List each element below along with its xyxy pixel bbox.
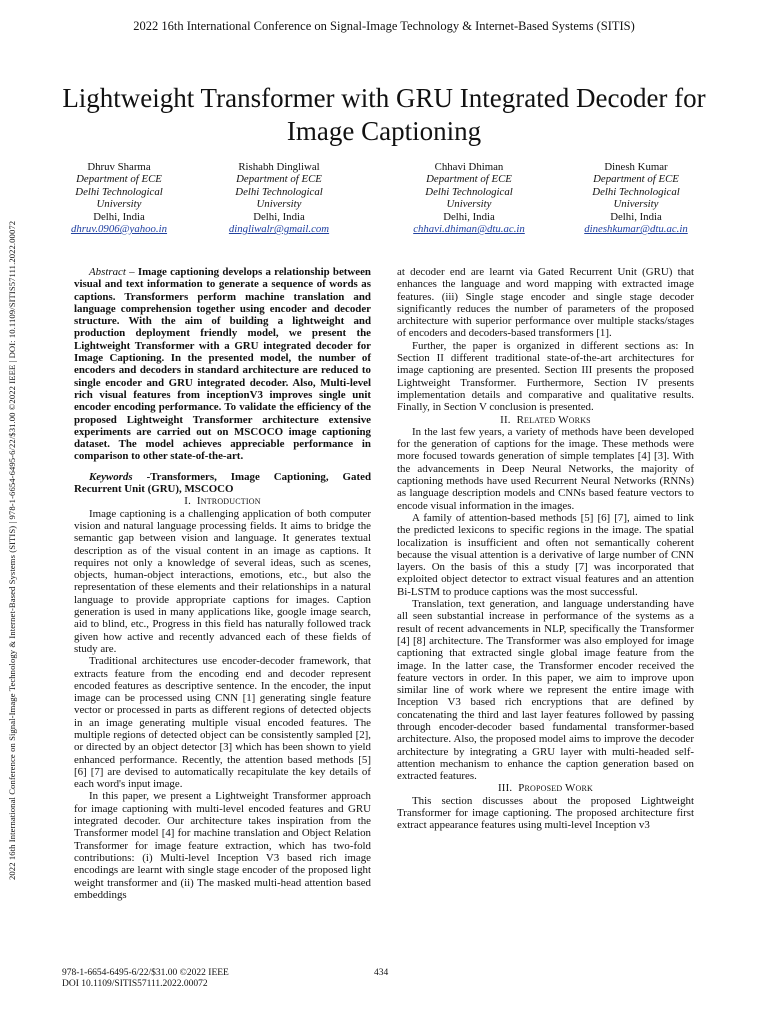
author-inst: University (256, 198, 302, 211)
author-2 (194, 161, 364, 235)
conference-header: 2022 16th International Conference on Signal-Image Technology & Internet-Based Systems (SITIS) (133, 19, 635, 33)
author-dept: Department of ECE (236, 173, 322, 186)
right-column (397, 266, 694, 832)
abstract-label: Abstract – (89, 266, 135, 278)
section-title: Introduction (196, 495, 261, 508)
section-title: Proposed Work (518, 782, 594, 795)
paragraph: Image captioning is a challenging application of both computer vision and natural language processing fields. It aims to bridge the semantic gap between vision and language. It generates textual description as of the visual content in an image as captions. It requires not only a knowledge of several ideas, such as scenes, objects, human-object interactions, emotions, etc., but also the representation of these elements and their relationships in a natural language to provide appropriate captions for images. Caption generation is used in many applications like, google image search, aid to blind, etc., Progress in this field has naturally followed track given how active and recently advanced each of these fields of study are. (74, 507, 371, 655)
author-inst: University (96, 198, 142, 211)
author-inst: University (446, 198, 492, 211)
author-inst: Delhi Technological (235, 185, 323, 198)
paragraph: Translation, text generation, and language understanding have all seen substantial increase in performance of the systems as a result of recent advancements in NLP, specifically the Transformer [4] [8] architecture. The Transformer was also employed for image captioning that extracted single global image feature from the image. In the latter case, the Transformer encoder received the feature vectors in order. In this paper, we aim to improve upon similar line of work where we represent the entire image with Inception V3 based rich encryptions that are defined by concatenating the third and last layer features followed by passing through encoder-decoder based fundamental transformer-based architecture. Also, the proposed model aims to improve the decoder architecture by integrating a GRU layer with multi-headed self-attention mechanism to enhance the caption generation based on extracted features. (397, 598, 694, 783)
left-column (74, 266, 371, 901)
author-location: Delhi, India (93, 210, 145, 223)
keywords-label: Keywords (89, 470, 133, 483)
author-name: Rishabh Dingliwal (238, 161, 320, 173)
author-1 (34, 161, 204, 235)
author-location: Delhi, India (610, 210, 662, 223)
section-heading-proposed-work (397, 782, 694, 794)
author-email[interactable]: dhruv.0906@yahoo.in (70, 223, 168, 236)
paper-title: Lightweight Transformer with GRU Integrated Decoder for Image Captioning (62, 83, 706, 146)
paragraph: Traditional architectures use encoder-decoder framework, that extracts feature from the encoding end and decoder represent encoded features as descriptive sentence. In the encoder, the input image can be processed using CNN [1] generating single feature vector or processed in parts as different regions of detected objects in an image generating multiple visual encoded features. The multiple regions of detected object can be consistently sampled [2], or directed by an object detector [3] which has been shown to yield enhanced performance. Recently, the attention based methods [5] [6] [7] are devised to automatically recapitulate the key details of each word's input image. (74, 655, 371, 791)
author-inst: University (613, 198, 659, 211)
abstract (74, 266, 371, 463)
footer-doi: DOI 10.1109/SITIS57111.2022.00072 (62, 979, 208, 989)
author-3 (384, 161, 554, 235)
author-name: Dhruv Sharma (87, 161, 151, 173)
footer-copyright (62, 968, 229, 990)
keywords (74, 471, 371, 496)
paragraph: In this paper, we present a Lightweight Transformer approach for image captioning with multi-level encoded features and GRU integrated decoder. Our architecture takes inspiration from the Transformer model [4] for machine translation and Object Relation Transformer for image feature extraction, which has two-fold contributions: (i) Multi-level Inception V3 based rich image encodings are learnt with single stage encoder of the proposed light weight transformer and (ii) The masked multi-head attention based embeddings (74, 790, 371, 901)
section-heading-related-works (397, 414, 694, 426)
section-heading-introduction (74, 495, 371, 507)
keywords-text: -Transformers, Image Captioning, Gated Recurrent Unit (GRU), MSCOCO (74, 470, 371, 496)
author-dept: Department of ECE (426, 173, 512, 186)
author-inst: Delhi Technological (592, 185, 680, 198)
page-number: 434 (374, 968, 389, 978)
author-4 (551, 161, 721, 235)
author-dept: Department of ECE (593, 173, 679, 186)
author-name: Dinesh Kumar (604, 161, 668, 173)
abstract-text: Image captioning develops a relationship between visual and text information to generate a sequence of words as captions. Transformers perform machine translation and language comprehension together using encoder and decoder structure. With the aim of building a lightweight and production deployment friendly model, we present the Lightweight Transformer with a GRU integrated decoder for Image Captioning. In the presented model, the number of encoders and decoders in standard architecture are reduced to single encoder and GRU integrated decoder. Also, Multi-level rich visual features from inceptionV3 improves single unit encoder encoding performance. To validate the efficiency of the proposed Lightweight Transformer architecture extensive experiments are carried out on MSCOCO image captioning dataset. The model achieves appreciable performance in comparison to other state-of-the-art. (74, 266, 371, 463)
section-number: III. (497, 782, 513, 795)
author-location: Delhi, India (443, 210, 495, 223)
author-inst: Delhi Technological (425, 185, 513, 198)
author-name: Chhavi Dhiman (434, 161, 504, 173)
author-inst: Delhi Technological (75, 185, 163, 198)
paragraph: In the last few years, a variety of methods have been developed for the generation of captions for the image. These methods were more focused towards generation of simple templates [4] [3]. With the advancements in Deep Neural Networks, the majority of captioning methods have used Recurrent Neural Networks (RNNs) as language description models and CNNs based feature vectors to encode visual information in the images. (397, 425, 694, 512)
paragraph: at decoder end are learnt via Gated Recurrent Unit (GRU) that enhances the language and word mapping with extracted image features. (iii) Single stage encoder and single stage decoder significantly reduces the number of parameters of the proposed architecture with superior performance over multiple stacks/stages of encoders and decoders-based transformers [1]. (397, 266, 694, 340)
section-number: II. (500, 413, 511, 426)
paragraph: This section discusses about the proposed Lightweight Transformer for image captioning. The proposed architecture first extract appearance features using multi-level Inception v3 (397, 794, 694, 832)
footer-isbn: 978-1-6654-6495-6/22/$31.00 ©2022 IEEE (62, 968, 229, 978)
author-email[interactable]: dingliwalr@gmail.com (228, 223, 330, 236)
author-dept: Department of ECE (76, 173, 162, 186)
paragraph: A family of attention-based methods [5] [6] [7], aimed to link the predicted lexicons to specific regions in the image. The spatial localization is insufficient and often not semantically coherent because the visual attention is a derivative of large number of CNN layers. On the basis of this a study [7] was incorporated that exploited object detector to extract visual features and an attention Bi-LSTM to produce captions was the most successful. (397, 511, 694, 598)
section-title: Related Works (516, 413, 591, 426)
section-number: I. (184, 495, 192, 508)
author-email[interactable]: chhavi.dhiman@dtu.ac.in (413, 223, 525, 236)
side-identifier: 2022 16th International Conference on Signal-Image Technology & Internet-Based Systems (SITIS) | 978-1-6654-6495-6/22/$31.00 ©2022 IEEE | DOI: 10.1109/SITIS57111.2022.00072 (7, 220, 17, 880)
author-location: Delhi, India (253, 210, 305, 223)
author-email[interactable]: dineshkumar@dtu.ac.in (584, 223, 688, 236)
paragraph: Further, the paper is organized in different sections as: In Section II different traditional state-of-the-art architectures for image captioning are presented. Section III presents the proposed Lightweight Transformer. Furthermore, Section IV presents implementation details and comparative and qualitative results. Finally, in Section V conclusion is presented. (397, 339, 694, 414)
